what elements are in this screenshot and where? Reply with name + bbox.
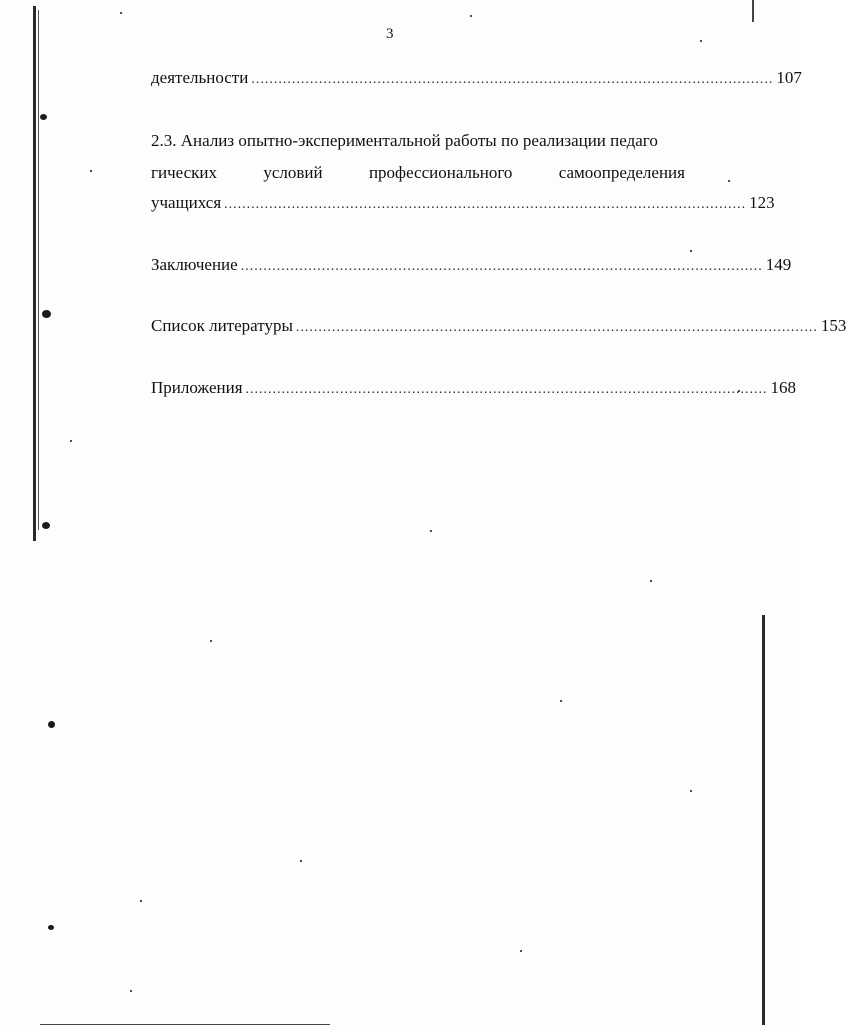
- toc-entry-page: 107: [776, 68, 802, 87]
- scan-dot: [70, 440, 72, 442]
- dot-leader: ....................................................................................................................: [251, 72, 774, 87]
- scan-dot: [728, 180, 730, 182]
- scan-dot: [690, 250, 692, 252]
- scan-dot: [300, 860, 302, 862]
- scan-blot: [40, 114, 47, 120]
- toc-entry-page: 149: [765, 255, 792, 274]
- scan-edge-left-inner: [38, 10, 39, 530]
- scan-edge-right: [762, 615, 765, 1025]
- toc-word: гических: [151, 163, 217, 182]
- dot-leader: ....................................................................................................................: [224, 197, 747, 212]
- scan-dot: [90, 170, 92, 172]
- toc-entry-label: Приложения: [151, 378, 243, 397]
- toc-entry-text-line: [151, 163, 685, 183]
- scan-blot: [48, 721, 55, 728]
- toc-word: профессионального: [368, 163, 513, 182]
- scan-blot: [42, 310, 51, 318]
- dot-leader: ....................................................................................................................: [240, 259, 763, 274]
- scan-dot: [120, 12, 122, 14]
- page-number: 3: [386, 26, 394, 42]
- scan-dot: [470, 15, 472, 17]
- scan-dot: [140, 900, 142, 902]
- scan-edge-right-top: [752, 0, 754, 22]
- toc-entry: [151, 255, 792, 275]
- toc-entry-page: 153: [820, 316, 846, 335]
- scan-dot: [130, 990, 132, 992]
- toc-entry-label: учащихся: [151, 193, 222, 212]
- toc-entry: [151, 68, 802, 88]
- scan-dot: [210, 640, 212, 642]
- scan-dot: [700, 40, 702, 42]
- toc-entry-label: Список литературы: [151, 316, 293, 335]
- scan-blot: [42, 522, 50, 529]
- toc-word: условий: [263, 163, 323, 182]
- scan-dot: [560, 700, 562, 702]
- toc-entry-label: деятельности: [151, 68, 249, 87]
- toc-entry: [151, 193, 775, 213]
- scan-dot: [520, 950, 522, 952]
- scan-dot: [430, 530, 432, 532]
- scan-blot: [48, 925, 54, 930]
- toc-entry-page: 123: [749, 193, 775, 212]
- toc-entry-text-line: 2.3. Анализ опытно-экспериментальной работы по реализации педаго: [151, 131, 658, 150]
- toc-entry-label: Заключение: [151, 255, 238, 274]
- scan-dot: [690, 790, 692, 792]
- dot-leader: ....................................................................................................................: [245, 382, 768, 397]
- scan-edge-left: [33, 6, 36, 541]
- toc-entry-page: 168: [770, 378, 797, 397]
- toc-word: самоопределения: [558, 163, 685, 182]
- toc-entry: [151, 316, 846, 336]
- toc-entry: [151, 378, 797, 398]
- scan-edge-bottom: [40, 1024, 330, 1025]
- dot-leader: ....................................................................................................................: [295, 320, 818, 335]
- scan-dot: [650, 580, 652, 582]
